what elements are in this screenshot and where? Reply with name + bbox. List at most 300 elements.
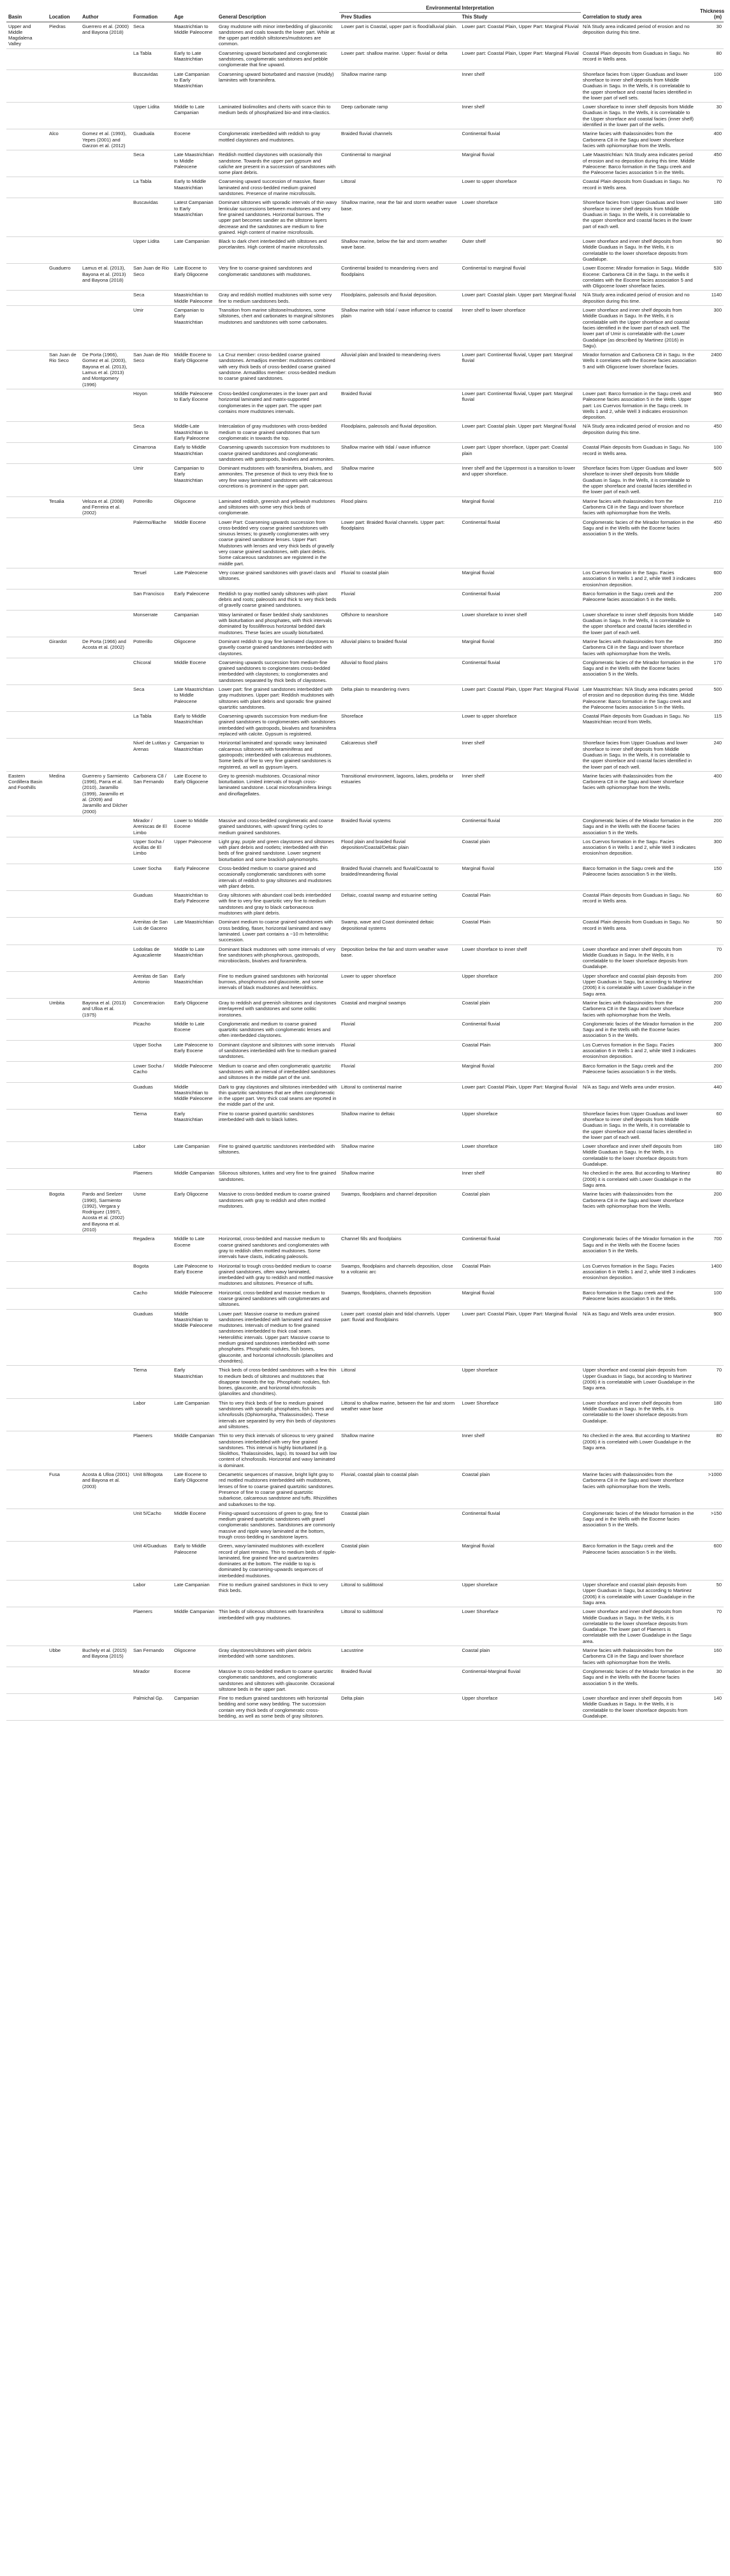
table-row <box>6 1646 724 1667</box>
cell-this-study: Lower part: Coastal Plain, Upper Part: Marginal Fluvial <box>460 48 581 69</box>
cell-previous-studies: Littoral to sublittoral <box>339 1581 460 1607</box>
cell-age: Campanian to Maastrichtian <box>172 739 217 771</box>
cell-location <box>47 517 80 568</box>
cell-basin <box>6 1542 47 1581</box>
cell-correlation: Conglomeratic facies of the Mirador formation in the Sagu and in the Wells with the Eocene facies association 5 in the Wells. <box>581 517 698 568</box>
cell-basin <box>6 918 47 944</box>
cell-basin: Upper and Middle Magdalena Valley <box>6 22 47 48</box>
cell-this-study: Continental fluvial <box>460 1234 581 1261</box>
cell-location <box>47 177 80 198</box>
cell-correlation: Lower shoreface and inner shelf deposits from Middle Guaduas in Sagu. In the Wells, it is correlatable with the Upper shoreface and coastal facies identified in the lower part of each well. The lower part of Umir is correlatable with the Lower Guadalupe (as described by Martinez (2016) in Sagu). <box>581 306 698 351</box>
cell-age: Late Campanian <box>172 1142 217 1169</box>
cell-previous-studies: Coastal plain <box>339 1542 460 1581</box>
cell-basin: Eastern Cordillera Basin and Foothills <box>6 771 47 816</box>
cell-author <box>80 1607 131 1646</box>
cell-author <box>80 1261 131 1288</box>
cell-age: Latest Campanian to Early Maastrichtian <box>172 198 217 237</box>
cell-correlation: N/A Study area indicated period of erosion and no deposition during this time. <box>581 291 698 306</box>
cell-formation: Labor <box>131 1581 172 1607</box>
cell-description: Siliceous siltstones, lutites and very fine to fine grained sandstones. <box>217 1169 339 1190</box>
cell-this-study: Coastal Plain <box>460 918 581 944</box>
cell-age: Early to Middle Maastrichtian <box>172 443 217 464</box>
cell-description: Fine to grained quartzitic sandstones interbedded with siltstones. <box>217 1142 339 1169</box>
table-row <box>6 306 724 351</box>
cell-previous-studies: Shallow marine <box>339 464 460 496</box>
cell-this-study: Marginal fluvial <box>460 568 581 589</box>
cell-author <box>80 1082 131 1109</box>
cell-thickness: 60 <box>698 891 724 918</box>
table-row <box>6 771 724 816</box>
cell-previous-studies: Coastal and marginal swamps <box>339 998 460 1019</box>
cell-basin <box>6 837 47 864</box>
cell-location <box>47 1366 80 1398</box>
cell-basin <box>6 1431 47 1470</box>
cell-formation: Labor <box>131 1142 172 1169</box>
cell-this-study: Marginal fluvial <box>460 1288 581 1309</box>
cell-author <box>80 837 131 864</box>
cell-description: Dominant mudstones with foraminifera, bivalves, and ammonites. The presence of thick to very thick fine to very fine wavy laminated sandstones with calcareous concretions is prominent in the upper part. <box>217 464 339 496</box>
cell-age: Late Maastrichtian to Middle Paleocene <box>172 150 217 177</box>
cell-thickness: 500 <box>698 684 724 711</box>
cell-basin <box>6 739 47 771</box>
cell-thickness: 200 <box>698 589 724 610</box>
cell-formation: Plaeners <box>131 1431 172 1470</box>
cell-age: Early Maastrichtian <box>172 1109 217 1141</box>
cell-description: Thick beds of cross-bedded sandstones with a few thin to medium beds of siltstones and mudstones that disappear towards the top. Phosphatic nodules, fish bones, glauconite, and horizontal ichnofossils (planolites and chondrites). <box>217 1366 339 1398</box>
cell-location <box>47 568 80 589</box>
cell-description: Horizontal, cross-bedded and massive medium to coarse grained sandstones with conglomerates and siltstones. <box>217 1288 339 1309</box>
table-row <box>6 1581 724 1607</box>
cell-correlation: Los Cuervos formation in the Sagu. Facies association 6 in Wells 1 and 2, while Well 3 indicates erosion/non deposition. <box>581 1261 698 1288</box>
cell-previous-studies: Transitional environment, lagoons, lakes, prodelta or estuaries <box>339 771 460 816</box>
cell-formation: La Tabla <box>131 48 172 69</box>
cell-age: Late Campanian <box>172 237 217 264</box>
cell-author: Lamus et al. (2013), Bayona et al. (2013) and Bayona (2018) <box>80 264 131 291</box>
cell-basin <box>6 69 47 102</box>
header-environmental-interpretation: Environmental Interpretation <box>339 4 581 13</box>
table-row <box>6 637 724 658</box>
cell-author <box>80 891 131 918</box>
cell-basin <box>6 1607 47 1646</box>
cell-basin <box>6 306 47 351</box>
cell-age: Early Oligocene <box>172 998 217 1019</box>
cell-basin <box>6 1082 47 1109</box>
table-row <box>6 517 724 568</box>
table-row <box>6 864 724 891</box>
cell-basin <box>6 637 47 658</box>
cell-description: Grey to greenish mudstones. Occasional minor bioturbation. Limited intervals of trough cross-laminated sandstone. Local microforaminifera linings and dinoflagellates. <box>217 771 339 816</box>
cell-thickness: 960 <box>698 389 724 421</box>
cell-age: Early to Late Maastrichtian <box>172 48 217 69</box>
cell-basin <box>6 1470 47 1509</box>
cell-previous-studies: Fluvial to coastal plain <box>339 568 460 589</box>
cell-correlation: Upper shoreface and coastal plain deposits from Upper Guaduas in Sagu, but according to Martinez (2006) it is correlatable with Lower Guadalupe in the Sagu area. <box>581 971 698 998</box>
cell-formation: Labor <box>131 1398 172 1431</box>
cell-description: Wavy laminated or flaser bedded shaly sandstones with bioturbation and phosphates, with thick intervals dominated by fossiliferous horizontal bedded dark mudstones. These facies are usually bioturbated. <box>217 610 339 637</box>
cell-age: Late Paleocene to Early Eocene <box>172 1040 217 1061</box>
cell-this-study: Continental fluvial <box>460 129 581 150</box>
cell-basin <box>6 684 47 711</box>
cell-correlation: N/A Study area indicated period of erosion and no deposition during this time. <box>581 22 698 48</box>
cell-formation: Guaduas <box>131 1309 172 1366</box>
cell-basin <box>6 1667 47 1693</box>
cell-description: Massive to cross-bedded medium to coarse grained sandstones with gray to reddish and often mottled mudstones. <box>217 1190 339 1234</box>
cell-basin <box>6 1309 47 1366</box>
cell-age: Campanian <box>172 610 217 637</box>
cell-correlation: Shoreface facies from Upper Guaduas and lower shoreface to inner shelf deposits from Middle Guaduas in Sagu. In the Wells, it is correlatable to the upper shoreface and coastal facies in the lower part of each well. <box>581 198 698 237</box>
cell-previous-studies: Lower part is Coastal, upper part is flood/alluvial plain. <box>339 22 460 48</box>
cell-location <box>47 1040 80 1061</box>
cell-thickness: 500 <box>698 464 724 496</box>
cell-formation: Seca <box>131 22 172 48</box>
cell-this-study: Inner shelf <box>460 1169 581 1190</box>
cell-age: Oligocene <box>172 496 217 517</box>
cell-basin <box>6 589 47 610</box>
cell-this-study: Continental fluvial <box>460 1019 581 1040</box>
cell-this-study: Continental fluvial <box>460 816 581 837</box>
cell-formation: Unit 4/Guaduas <box>131 1542 172 1581</box>
cell-location <box>47 944 80 971</box>
cell-basin <box>6 291 47 306</box>
cell-previous-studies: Lower part: Braided fluvial channels. Upper part: floodplains <box>339 517 460 568</box>
cell-previous-studies: Fluvial, coastal plain to coastal plain <box>339 1470 460 1509</box>
cell-previous-studies: Littoral to sublittoral <box>339 1607 460 1646</box>
cell-thickness: 160 <box>698 1646 724 1667</box>
cell-previous-studies: Coastal plain <box>339 1509 460 1541</box>
cell-author <box>80 971 131 998</box>
cell-formation: Unit 8/Bogota <box>131 1470 172 1509</box>
cell-formation: La Tabla <box>131 712 172 739</box>
table-row <box>6 1309 724 1366</box>
cell-basin <box>6 1366 47 1398</box>
table-row <box>6 918 724 944</box>
cell-author <box>80 1234 131 1261</box>
cell-age: Middle Eocene <box>172 517 217 568</box>
stratigraphy-table <box>6 4 724 1721</box>
cell-location <box>47 684 80 711</box>
cell-age: Late Eocene to Early Oligocene <box>172 1470 217 1509</box>
cell-this-study: Coastal Plain <box>460 1040 581 1061</box>
cell-description: Laminated reddish, greenish and yellowish mudstones and siltstones with some very thick beds of conglomerate. <box>217 496 339 517</box>
cell-location <box>47 658 80 684</box>
cell-location <box>47 443 80 464</box>
cell-author: De Porta (1966) and Acosta et al. (2002) <box>80 637 131 658</box>
cell-basin <box>6 198 47 237</box>
cell-thickness: 600 <box>698 568 724 589</box>
cell-correlation: Conglomeratic facies of the Mirador formation in the Sagu and in the Wells with the Eocene facies association 5 in the Wells. <box>581 816 698 837</box>
cell-age: Middle Campanian <box>172 1607 217 1646</box>
cell-this-study: Upper shoreface <box>460 1694 581 1721</box>
cell-age: Campanian <box>172 1694 217 1721</box>
cell-description: Dominant reddish to gray fine laminated claystones to gravelly coarse grained sandstones interbedded with claystones. <box>217 637 339 658</box>
cell-previous-studies: Delta plain <box>339 1694 460 1721</box>
cell-this-study: Continental-Marginal fluvial <box>460 1667 581 1693</box>
cell-previous-studies: Shallow marine <box>339 1431 460 1470</box>
cell-thickness: 140 <box>698 610 724 637</box>
cell-author <box>80 1040 131 1061</box>
cell-age: Campanian to Early Maastrichtian <box>172 464 217 496</box>
cell-correlation: Conglomeratic facies of the Mirador formation in the Sagu and in the Wells with the Eocene facies association 5 in the Wells. <box>581 1509 698 1541</box>
cell-this-study: Coastal plain <box>460 998 581 1019</box>
cell-thickness: 240 <box>698 739 724 771</box>
cell-formation: Mirador / Areniscas de El Limbo <box>131 816 172 837</box>
table-row <box>6 422 724 443</box>
cell-this-study: Upper shoreface <box>460 1581 581 1607</box>
cell-description: Coarsening upward bioturbated and massive (muddy) laminites with foraminifera. <box>217 69 339 102</box>
cell-basin <box>6 1398 47 1431</box>
cell-age: Early to Middle Paleocene <box>172 1542 217 1581</box>
cell-author <box>80 48 131 69</box>
cell-correlation: Marine facies with thalassinoides from the Carbonera C8 in the Sagu and lower shoreface facies with ophiomorphae from the Wells. <box>581 129 698 150</box>
cell-description: Gray claystones/siltstones with plant debris interbedded with some sandstones. <box>217 1646 339 1667</box>
cell-thickness: 450 <box>698 150 724 177</box>
cell-description: Thin to very thick intervals of siliceous to very grained sandstones interbedded with very fine grained sandstones. This interval is highly bioturbated (e.g. Skolithos, Thalassinoides, lags). Its toward but with low content of ichnofossils. Horizontal and wavy laminated is dominant. <box>217 1431 339 1470</box>
cell-author <box>80 1288 131 1309</box>
table-row <box>6 816 724 837</box>
cell-previous-studies: Deep carbonate ramp <box>339 103 460 129</box>
cell-description: Light gray, purple and green claystones and siltstones with plant debris and rootlets; interbedded with thin beds of fine grained sandstone. Lower segment bioturbation and some brackish palynomorphs. <box>217 837 339 864</box>
cell-thickness: 100 <box>698 443 724 464</box>
table-row <box>6 351 724 389</box>
cell-location <box>47 1581 80 1607</box>
cell-description: Green, wavy-laminated mudstones with excellent record of plant remains. Thin to medium beds of ripple-laminated, fine grained fine-and quartzarenites dominates at the bottom. The middle to top is dominated by coarsening-upwards sequences of interbedded mudstones. <box>217 1542 339 1581</box>
table-row <box>6 150 724 177</box>
cell-description: Very coarse grained sandstones with gravel clasts and siltstones. <box>217 568 339 589</box>
cell-description: Dominant siltstones with sporadic intervals of thin wavy lenticular successions between mudstones and very fine grained sandstones. Horizontal burrows. The upper part becomes sandier as the siltstone layers decrease and the sandstones are medium to fine grained. High content of marine microfossils. <box>217 198 339 237</box>
cell-author <box>80 712 131 739</box>
table-row <box>6 891 724 918</box>
table-row <box>6 1142 724 1169</box>
cell-location <box>47 864 80 891</box>
cell-basin <box>6 864 47 891</box>
cell-previous-studies: Deposition below the fair and storm weather wave base. <box>339 944 460 971</box>
cell-correlation: Late Maastrichtian: N/A Study area indicates period of erosion and no deposition during this time. Middle Paleocene: Barco formation in the Sagu creek and the Paleocene facies association 5 in the Wells. <box>581 684 698 711</box>
cell-this-study: Lower part: Upper shoreface, Upper part: Coastal plain <box>460 443 581 464</box>
cell-thickness: 80 <box>698 1431 724 1470</box>
cell-author <box>80 464 131 496</box>
cell-correlation: Lower part: Barco formation in the Sagu creek and Paleocene facies association 5 in the Wells. Upper part: Los Cuervos formation in the Sagu creek. In Wells 1 and 2, while Well 3 indicates erosion/non deposition. <box>581 389 698 421</box>
cell-basin <box>6 1509 47 1541</box>
cell-previous-studies: Shallow marine to deltaic <box>339 1109 460 1141</box>
cell-formation: Cacho <box>131 1288 172 1309</box>
cell-previous-studies: Braided fluvial <box>339 389 460 421</box>
cell-basin <box>6 1109 47 1141</box>
cell-basin <box>6 971 47 998</box>
cell-previous-studies: Channel fills and floodplains <box>339 1234 460 1261</box>
cell-correlation: Barco formation in the Sagu creek and the Paleocene facies association 5 in the Wells. <box>581 589 698 610</box>
cell-description: Massive and cross-bedded conglomeratic and coarse grained sandstones, with upward fining cycles to medium grained sandstones. <box>217 816 339 837</box>
cell-description: Medium to coarse and often conglomeratic quartzitic sandstones with an interval of interbedded sandstones and siltstones in the middle part of the unit. <box>217 1061 339 1082</box>
cell-this-study: Upper shoreface <box>460 971 581 998</box>
cell-thickness: 140 <box>698 1694 724 1721</box>
cell-thickness: 200 <box>698 971 724 998</box>
header-basin: Basin <box>6 4 47 22</box>
cell-formation: Concentracion <box>131 998 172 1019</box>
cell-previous-studies: Shoreface <box>339 712 460 739</box>
cell-basin <box>6 464 47 496</box>
cell-author <box>80 684 131 711</box>
cell-description: Thin to very thick beds of fine to medium grained sandstones with sporadic phosphates, fish bones and ichnofossils (Ophiomorpha, Thalassinoides). These intervals are separated by very thin beds of claystones and siltstones. <box>217 1398 339 1431</box>
cell-description: Fining-upward successions of green to gray, fine to medium grained quartzitic sandstones with gravel conglomeratic sandstones. Sandstones are commonly massive and ripple wavy laminated at the bottom, trough cross-bedding in sandstone layers. <box>217 1509 339 1541</box>
cell-author: Veloza et al. (2008) and Ferreira et al. (2002) <box>80 496 131 517</box>
cell-this-study: Coastal plain <box>460 1646 581 1667</box>
cell-thickness: 180 <box>698 198 724 237</box>
cell-author <box>80 658 131 684</box>
cell-location <box>47 1288 80 1309</box>
cell-basin <box>6 568 47 589</box>
cell-previous-studies: Braided fluvial systems <box>339 816 460 837</box>
cell-formation: Potrerillo <box>131 496 172 517</box>
cell-this-study: Inner shelf <box>460 771 581 816</box>
cell-location <box>47 837 80 864</box>
cell-thickness: 450 <box>698 422 724 443</box>
cell-location <box>47 918 80 944</box>
header-age: Age <box>172 4 217 22</box>
cell-previous-studies: Shallow marine, below the fair and storm weather wave base. <box>339 237 460 264</box>
cell-age: Campanian to Early Maastrichtian <box>172 306 217 351</box>
table-row <box>6 1234 724 1261</box>
cell-correlation: N/A as Sagu and Wells area under erosion. <box>581 1082 698 1109</box>
cell-this-study: Lower Shoreface <box>460 1607 581 1646</box>
cell-correlation: Coastal Plain deposits from Guaduas in Sagu. No record in Wells area. <box>581 177 698 198</box>
table-row <box>6 1398 724 1431</box>
cell-author <box>80 103 131 129</box>
cell-location <box>47 1694 80 1721</box>
cell-thickness: 400 <box>698 771 724 816</box>
cell-formation: Guaduala <box>131 129 172 150</box>
cell-previous-studies: Lower part: coastal plain and tidal channels. Upper part: fluvial and floodplains <box>339 1309 460 1366</box>
cell-thickness: 70 <box>698 944 724 971</box>
cell-location <box>47 422 80 443</box>
cell-thickness: 180 <box>698 1398 724 1431</box>
cell-description: Horizontal to trough cross-bedded medium to coarse grained sandstones, often wavy laminated, interbedded with gray to reddish and mottled massive mudstones and siltstones. Presence of tuffs. <box>217 1261 339 1288</box>
table-row <box>6 291 724 306</box>
cell-basin <box>6 1169 47 1190</box>
cell-author <box>80 1581 131 1607</box>
cell-correlation: Los Cuervos formation in the Sagu. Facies association 6 in Wells 1 and 2, while Well 3 indicates erosion/non deposition. <box>581 837 698 864</box>
cell-this-study: Inner shelf <box>460 103 581 129</box>
table-row <box>6 1366 724 1398</box>
cell-this-study: Coastal Plain <box>460 891 581 918</box>
cell-this-study: Marginal fluvial <box>460 496 581 517</box>
cell-previous-studies: Shallow marine with tidal / wave influence to coastal plain <box>339 306 460 351</box>
cell-previous-studies: Calcareous shelf <box>339 739 460 771</box>
cell-thickness: 300 <box>698 306 724 351</box>
cell-previous-studies: Offshore to nearshore <box>339 610 460 637</box>
cell-correlation: Marine facies with thalassinoides from the Carbonera C8 in the Sagu and lower shoreface facies with ophiomorphae from the Wells. <box>581 1190 698 1234</box>
table-row <box>6 22 724 48</box>
cell-correlation: Conglomeratic facies of the Mirador formation in the Sagu and in the Wells with the Eocene facies association 5 in the Wells. <box>581 1234 698 1261</box>
cell-age: Middle Campanian <box>172 1431 217 1470</box>
cell-correlation: Marine facies with thalassinoides from the Carbonera C8 in the Sagu and lower shoreface facies with ophiomorphae from the Wells. <box>581 496 698 517</box>
cell-previous-studies: Flood plain and braided fluvial deposition/Coastal/Deltaic plain <box>339 837 460 864</box>
cell-basin <box>6 48 47 69</box>
table-row <box>6 1061 724 1082</box>
cell-formation: Upper Socha <box>131 1040 172 1061</box>
cell-description: Cross-bedded medium to coarse grained and occasionally conglomeratic sandstones with some intervals of reddish to gray siltstones and mudstones with plant debris. <box>217 864 339 891</box>
cell-previous-studies: Delta plain to meandering rivers <box>339 684 460 711</box>
cell-correlation: Shoreface facies from Upper Guaduas and lower shoreface to inner shelf deposits from Middle Guaduas in Sagu. In the Wells, it is correlatable to the upper shoreface and coastal facies identified in the lower part of well sets. <box>581 69 698 102</box>
cell-thickness: 300 <box>698 1040 724 1061</box>
cell-previous-studies: Fluvial <box>339 589 460 610</box>
cell-author: Pardo and Seelzer (1990), Sarmiento (1992), Vergara y Rodriguez (1997), Acosta et al. (2002) and Bayona et al. (2010) <box>80 1190 131 1234</box>
header-author: Author <box>80 4 131 22</box>
cell-description: Gray siltstones with abundant coal beds interbedded with fine to very fine quartzitic very fine to medium sandstones and gray to black carbonaceous mudstones with plant debris. <box>217 891 339 918</box>
cell-age: Late Eocene to Early Oligocene <box>172 264 217 291</box>
table-row <box>6 464 724 496</box>
cell-previous-studies: Shallow marine <box>339 1169 460 1190</box>
cell-location: San Juan de Rio Seco <box>47 351 80 389</box>
table-row <box>6 610 724 637</box>
cell-thickness: 900 <box>698 1309 724 1366</box>
cell-formation: Hoyon <box>131 389 172 421</box>
cell-formation: Seca <box>131 291 172 306</box>
cell-this-study: Lower part: Continental fluvial, Upper part: Marginal fluvial <box>460 389 581 421</box>
cell-author: Gomez et al. (1993), Yepes (2001) and Garzon et al. (2012) <box>80 129 131 150</box>
cell-basin <box>6 998 47 1019</box>
cell-formation: Unit 5/Cacho <box>131 1509 172 1541</box>
cell-previous-studies: Shallow marine <box>339 1142 460 1169</box>
cell-previous-studies: Littoral <box>339 177 460 198</box>
cell-previous-studies: Littoral <box>339 1366 460 1398</box>
cell-description: Conglomeratic interbedded with reddish to gray mottled claystones and mudstones. <box>217 129 339 150</box>
cell-description: Dominant black mudstones with some intervals of very fine sandstones with phosphorous, gastropods, microbioclasts, bivalves and foraminifera. <box>217 944 339 971</box>
cell-location <box>47 48 80 69</box>
cell-previous-studies: Shallow marine with tidal / wave influence <box>339 443 460 464</box>
table-row <box>6 177 724 198</box>
cell-this-study: Lower shoreface <box>460 1142 581 1169</box>
header-formation: Formation <box>131 4 172 22</box>
cell-author <box>80 517 131 568</box>
cell-formation: Arenitas de San Luis de Gaceno <box>131 918 172 944</box>
cell-formation: Seca <box>131 684 172 711</box>
cell-thickness: 180 <box>698 1142 724 1169</box>
table-row <box>6 1261 724 1288</box>
cell-thickness: 200 <box>698 998 724 1019</box>
cell-previous-studies: Lower part: shallow marine. Upper: fluvial or delta <box>339 48 460 69</box>
cell-this-study: Lower shoreface to inner shelf <box>460 610 581 637</box>
cell-thickness: 200 <box>698 1019 724 1040</box>
cell-previous-studies: Fluvial <box>339 1061 460 1082</box>
cell-formation: San Francisco <box>131 589 172 610</box>
table-row <box>6 1169 724 1190</box>
cell-description: Laminated biolimolites and cherts with scarce thin to medium beds of phosphatized bio-and intra-clastics. <box>217 103 339 129</box>
cell-author <box>80 1431 131 1470</box>
cell-author <box>80 443 131 464</box>
cell-location <box>47 1607 80 1646</box>
cell-age: Late Maastrichtian <box>172 918 217 944</box>
cell-thickness: 90 <box>698 237 724 264</box>
cell-author: Guerrero y Sarmiento (1996), Parra et al. (2010), Jaramillo (1999), Jaramillo et al. (2009) and Jaramillo and Dilcher (2000) <box>80 771 131 816</box>
cell-location <box>47 589 80 610</box>
table-row <box>6 568 724 589</box>
cell-age: Maastrichtian to Early Paleocene <box>172 891 217 918</box>
cell-previous-studies: Swamps, floodplains and channel deposition <box>339 1190 460 1234</box>
cell-author <box>80 568 131 589</box>
cell-basin <box>6 389 47 421</box>
cell-basin <box>6 891 47 918</box>
cell-basin <box>6 712 47 739</box>
cell-location <box>47 306 80 351</box>
cell-correlation: Upper shoreface and coastal plain deposits from Upper Guaduas in Sagu, but according to Martinez (2006) it is correlatable with Lower Guadalupe in the Sagu area. <box>581 1581 698 1607</box>
cell-description: Coarsening upward bioturbated and conglomeratic sandstones, conglomeratic sandstones and pebble conglomerate that fine upward. <box>217 48 339 69</box>
cell-location <box>47 1234 80 1261</box>
cell-author: Acosta & Ulloa (2001) and Bayona et al. (2003) <box>80 1470 131 1509</box>
cell-age: Lower to Middle Eocene <box>172 816 217 837</box>
cell-thickness: 2400 <box>698 351 724 389</box>
table-row <box>6 129 724 150</box>
cell-description: Fine to coarse grained quartzitic sandstones interbedded with dark to black lutites. <box>217 1109 339 1141</box>
